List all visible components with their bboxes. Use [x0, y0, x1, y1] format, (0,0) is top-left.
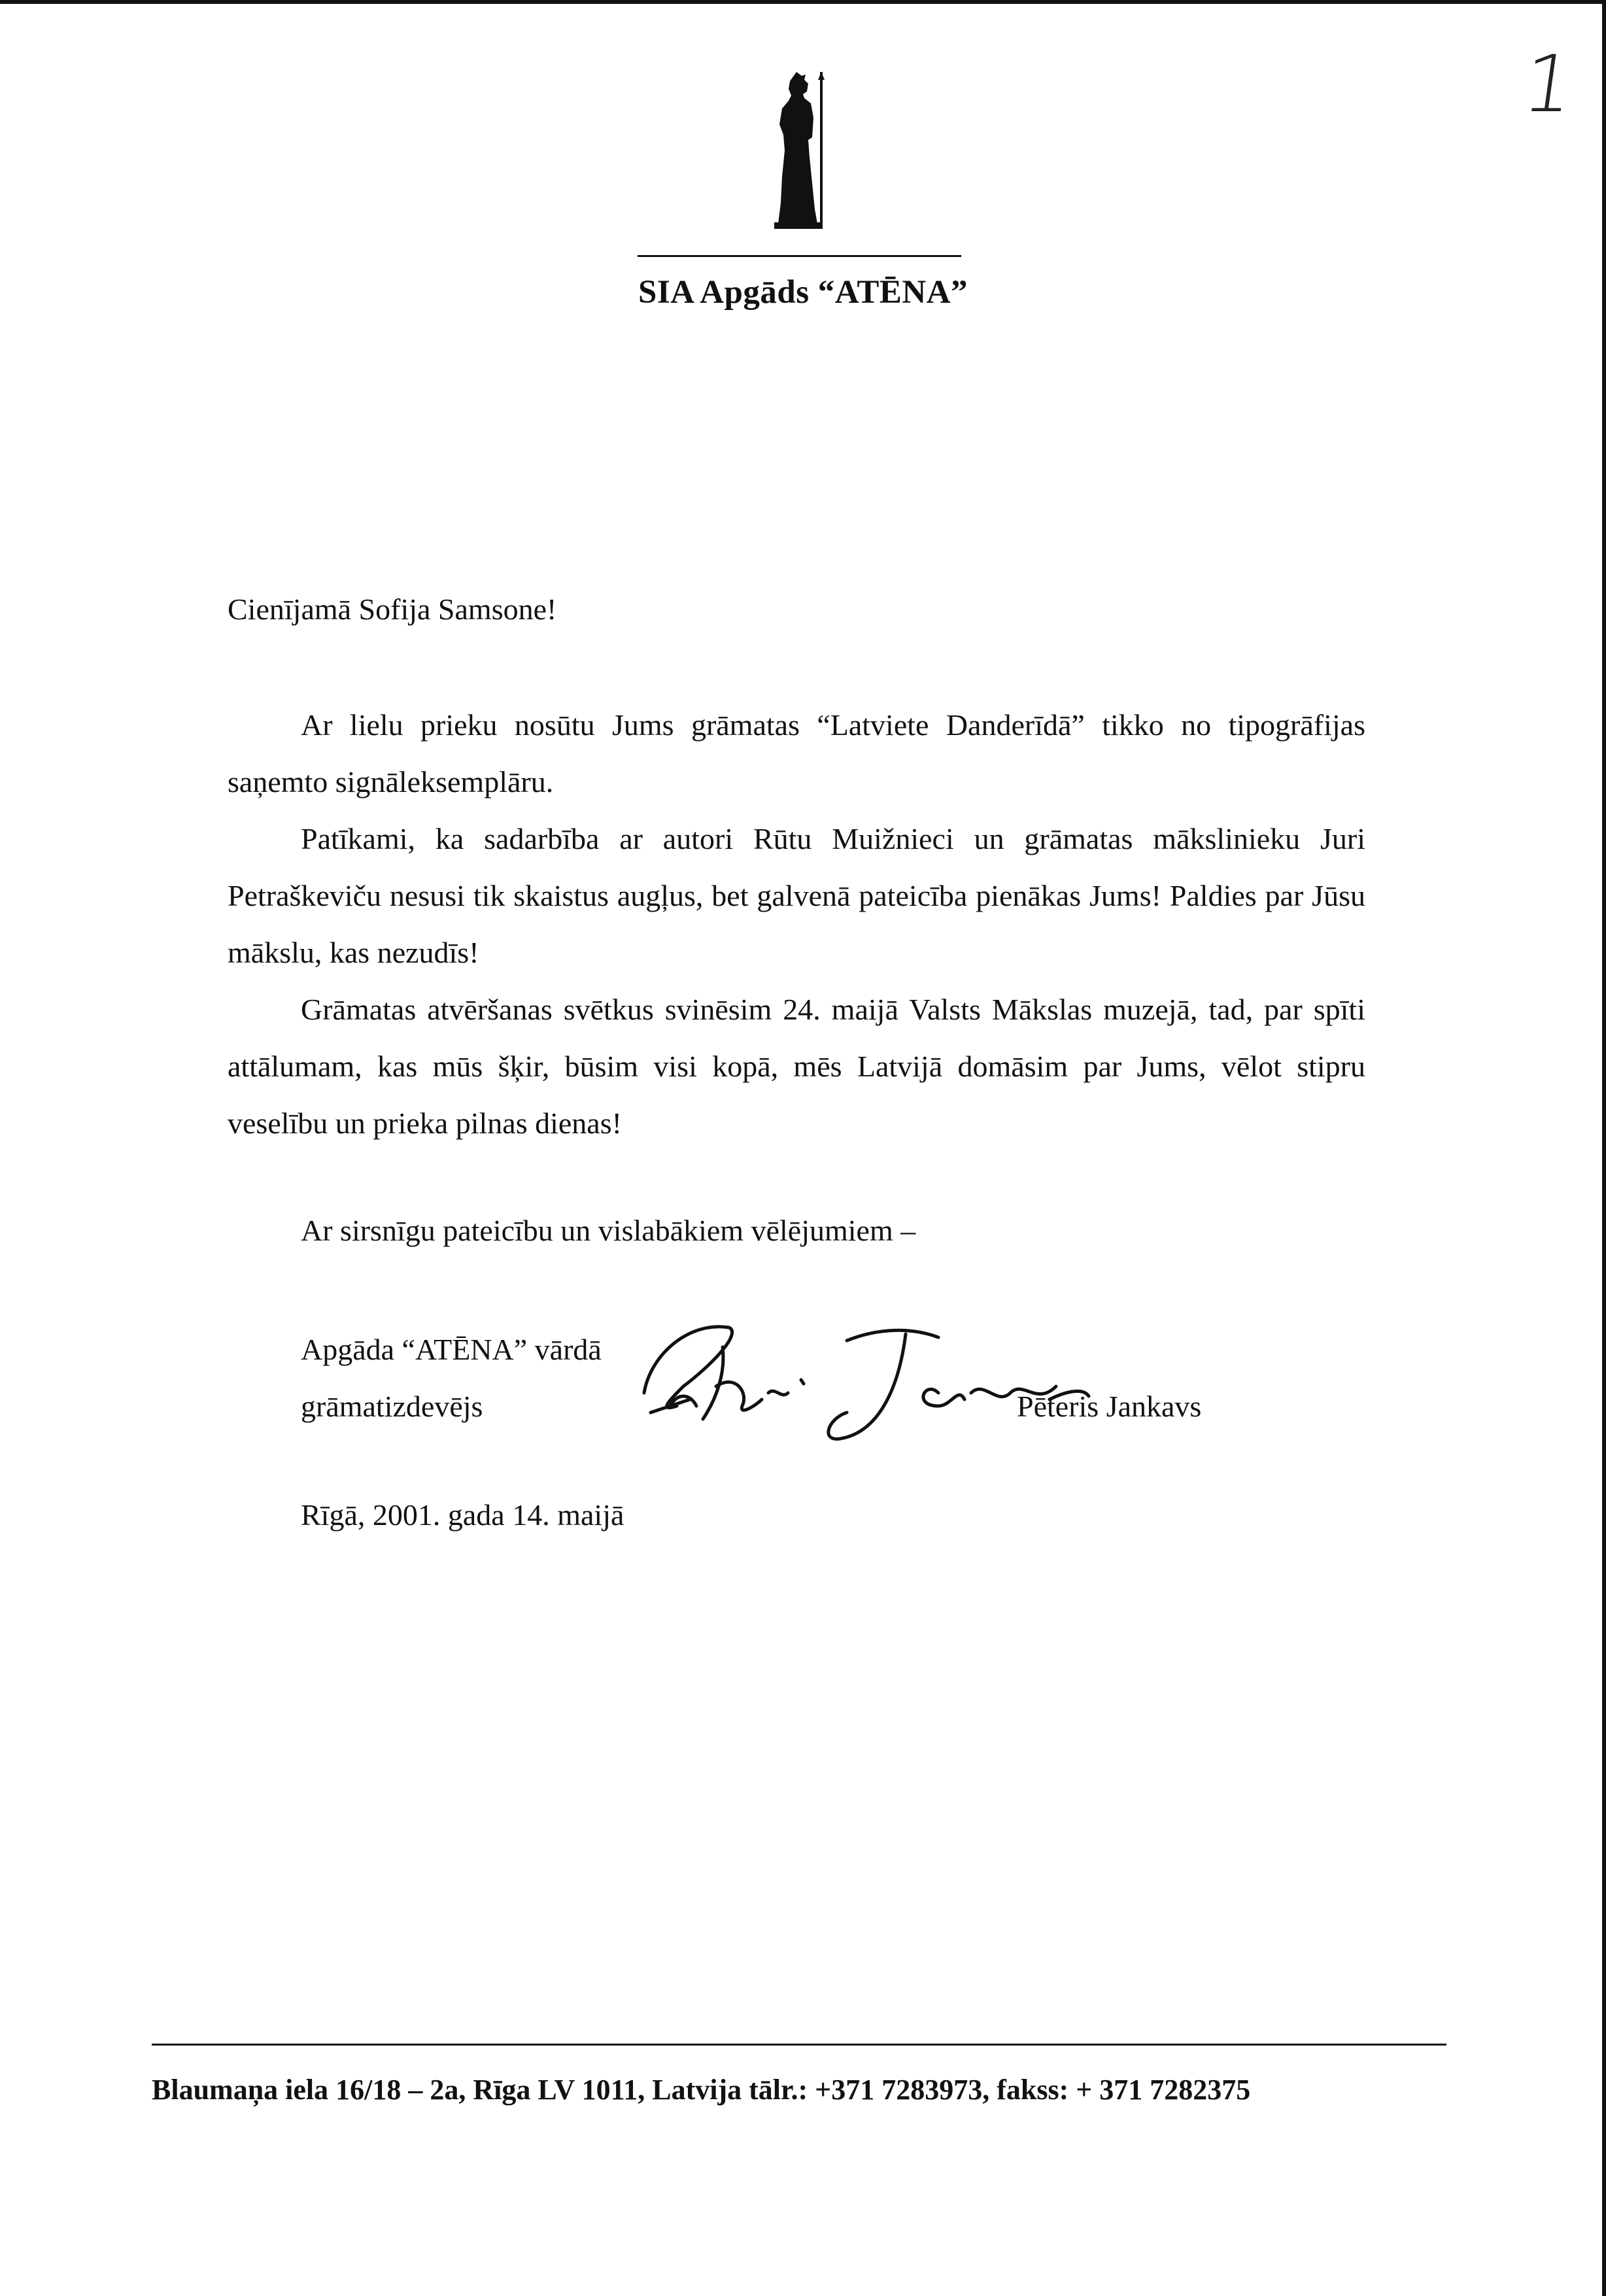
letter-paragraph: Patīkami, ka sadarbība ar autori Rūtu Muižnieci un grāmatas mākslinieku Juri Petraškeviču nesusi tik skaistus augļus, bet galvenā pateicība pienākas Jums! Paldies par Jūsu mākslu, kas nezudīs!	[228, 822, 1365, 969]
letter-paragraph: Ar lielu prieku nosūtu Jums grāmatas “Latviete Danderīdā” tikko no tipogrāfijas saņemto signāleksemplāru.	[228, 708, 1365, 798]
signer-title: grāmatizdevējs	[301, 1390, 483, 1423]
letter-body	[228, 696, 1365, 1152]
letter-date: Rīgā, 2001. gada 14. maijā	[301, 1498, 624, 1532]
scan-border-right	[1602, 0, 1606, 2296]
footer-contact: Blaumaņa iela 16/18 – 2a, Rīga LV 1011, Latvija tālr.: +371 7283973, fakss: + 371 7282375	[152, 2074, 1251, 2106]
letter-paragraph: Grāmatas atvēršanas svētkus svinēsim 24. maijā Valsts Mākslas muzejā, tad, par spīti attālumam, kas mūs šķir, būsim visi kopā, mēs Latvijā domāsim par Jums, vēlot stipru veselību un prieka pilnas dienas!	[228, 993, 1365, 1140]
footer-divider	[152, 2044, 1446, 2046]
handwritten-signature	[631, 1308, 1102, 1465]
handwritten-page-number: 1	[1517, 39, 1580, 130]
letter-salutation: Cienījamā Sofija Samsone!	[228, 592, 557, 626]
signer-block	[301, 1321, 602, 1435]
signer-name: Pēteris Jankavs	[1017, 1390, 1202, 1423]
athena-statue-icon	[765, 72, 837, 229]
letter-closing: Ar sirsnīgu pateicību un vislabākiem vēlējumiem –	[301, 1214, 916, 1247]
signer-role-line: Apgāda “ATĒNA” vārdā	[301, 1333, 602, 1366]
header-divider	[638, 255, 961, 257]
scan-border-top	[0, 0, 1606, 4]
publisher-title: SIA Apgāds “ATĒNA”	[638, 274, 968, 311]
